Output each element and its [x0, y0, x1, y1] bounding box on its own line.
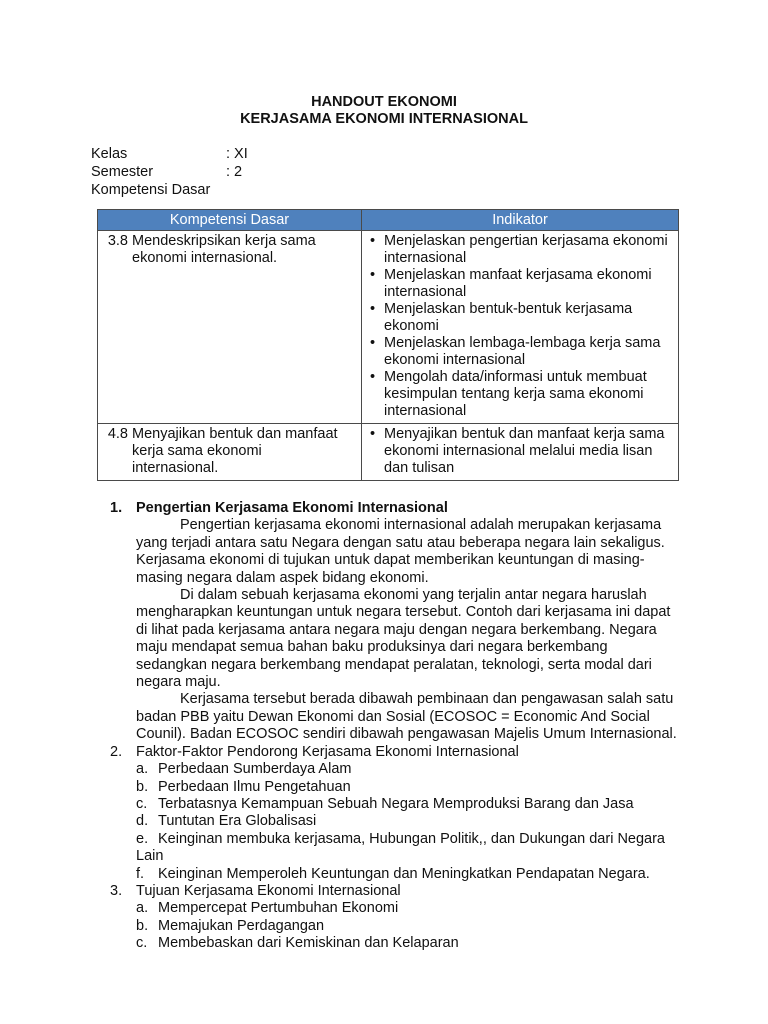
document-body — [110, 500, 680, 953]
document-title: HANDOUT EKONOMI — [311, 94, 457, 110]
section-heading-1 — [110, 500, 680, 517]
paragraph: Di dalam sebuah kerjasama ekonomi yang terjalin antar negara haruslah mengharapkan keuntungan untuk negara tersebut. Contoh dari kerjasama ini dapat di lihat pada kerjasama antara negara maju dengan negara berkembang. Negara maju mendapat semua bahan baku produksinya dari negara berkembang sedangkan negara berkembang mendapat peralatan, teknologi, serta modal dari negara maju. — [136, 587, 671, 691]
list-letter: c. — [136, 935, 148, 952]
section-number: 2. — [110, 743, 123, 760]
list-text: Mempercepat Pertumbuhan Ekonomi — [158, 900, 399, 917]
kd-text: Mendeskripsikan kerja sama ekonomi internasional. — [132, 233, 316, 266]
section-number: 1. — [110, 500, 123, 516]
kd-number: 4.8 — [107, 426, 128, 442]
table-row — [98, 231, 679, 424]
meta-semester — [91, 164, 242, 181]
indicator-cell — [362, 424, 679, 481]
list-letter: f. — [136, 865, 145, 882]
indicator-list — [366, 426, 674, 477]
section-heading-2 — [110, 744, 680, 761]
list-text: Keinginan Memperoleh Keuntungan dan Meningkatkan Pendapatan Negara. — [158, 865, 650, 882]
list-item — [110, 761, 680, 778]
column-header-indikator: Indikator — [362, 210, 679, 231]
list-item: • Menyajikan bentuk dan manfaat kerja sama ekonomi internasional melalui media lisan dan tulisan — [384, 426, 674, 477]
kd-cell — [98, 424, 362, 481]
list-letter: a. — [136, 761, 149, 778]
list-letter: d. — [136, 813, 149, 830]
list-item: • Menjelaskan pengertian kerjasama ekonomi internasional — [384, 233, 674, 267]
section-title: Faktor-Faktor Pendorong Kerjasama Ekonomi Internasional — [136, 743, 519, 760]
section-title: Tujuan Kerjasama Ekonomi Internasional — [136, 882, 401, 899]
list-item — [110, 935, 680, 952]
list-letter: b. — [136, 917, 149, 934]
list-item — [110, 813, 680, 830]
kd-text: Menyajikan bentuk dan manfaat kerja sama ekonomi internasional. — [132, 426, 338, 476]
list-item: • Mengolah data/informasi untuk membuat kesimpulan tentang kerja sama ekonomi internasional — [384, 369, 674, 420]
section-number: 3. — [110, 882, 123, 899]
list-item — [110, 831, 680, 866]
list-item — [110, 796, 680, 813]
meta-kelas — [91, 146, 248, 163]
list-letter: b. — [136, 778, 149, 795]
list-letter: a. — [136, 900, 149, 917]
list-item — [110, 779, 680, 796]
table-row — [98, 424, 679, 481]
list-item: • Menjelaskan manfaat kerjasama ekonomi internasional — [384, 267, 674, 301]
list-text: Keinginan membuka kerjasama, Hubungan Politik,, dan Dukungan dari Negara Lain — [136, 830, 665, 865]
paragraph: Pengertian kerjasama ekonomi internasional adalah merupakan kerjasama yang terjadi antara satu Negara dengan satu atau beberapa negara lain sekaligus. Kerjasama ekonomi di tujukan untuk dapat memberikan keuntungan di masing-masing negara dalam aspek bidang ekonomi. — [136, 517, 665, 586]
section-title: Pengertian Kerjasama Ekonomi Internasional — [136, 500, 448, 516]
list-item: • Menjelaskan lembaga-lembaga kerja sama ekonomi internasional — [384, 335, 674, 369]
list-item — [110, 900, 680, 917]
list-text: Membebaskan dari Kemiskinan dan Kelaparan — [158, 935, 459, 952]
list-text: Memajukan Perdagangan — [158, 917, 325, 934]
list-item: • Menjelaskan bentuk-bentuk kerjasama ekonomi — [384, 301, 674, 335]
section-heading-3 — [110, 883, 680, 900]
indicator-cell — [362, 231, 679, 424]
meta-label: Kompetensi Dasar — [91, 182, 211, 198]
indicator-list — [366, 233, 674, 420]
column-header-kompetensi: Kompetensi Dasar — [98, 210, 362, 231]
list-letter: e. — [136, 830, 149, 847]
kd-cell — [98, 231, 362, 424]
list-text: Perbedaan Sumberdaya Alam — [158, 761, 352, 778]
list-item — [110, 866, 680, 883]
list-text: Terbatasnya Kemampuan Sebuah Negara Memproduksi Barang dan Jasa — [158, 795, 634, 812]
table-header-row — [98, 210, 679, 231]
meta-label: Kelas — [91, 146, 128, 162]
meta-value: : XI — [226, 146, 248, 162]
paragraph: Kerjasama tersebut berada dibawah pembinaan dan pengawasan salah satu badan PBB yaitu Dewan Ekonomi dan Sosial (ECOSOC = Economic And Social Counil). Badan ECOSOC sendiri dibawah pengawasan Majelis Umum Internasional. — [136, 691, 677, 743]
list-text: Perbedaan Ilmu Pengetahuan — [158, 778, 351, 795]
list-item — [110, 918, 680, 935]
meta-value: : 2 — [226, 164, 243, 180]
kd-number: 3.8 — [107, 233, 128, 249]
document-subtitle: KERJASAMA EKONOMI INTERNASIONAL — [240, 111, 528, 127]
list-letter: c. — [136, 795, 148, 812]
competency-table — [97, 209, 679, 481]
list-text: Tuntutan Era Globalisasi — [158, 813, 317, 830]
meta-label: Semester — [91, 164, 154, 180]
meta-kompetensi-dasar — [91, 182, 226, 199]
